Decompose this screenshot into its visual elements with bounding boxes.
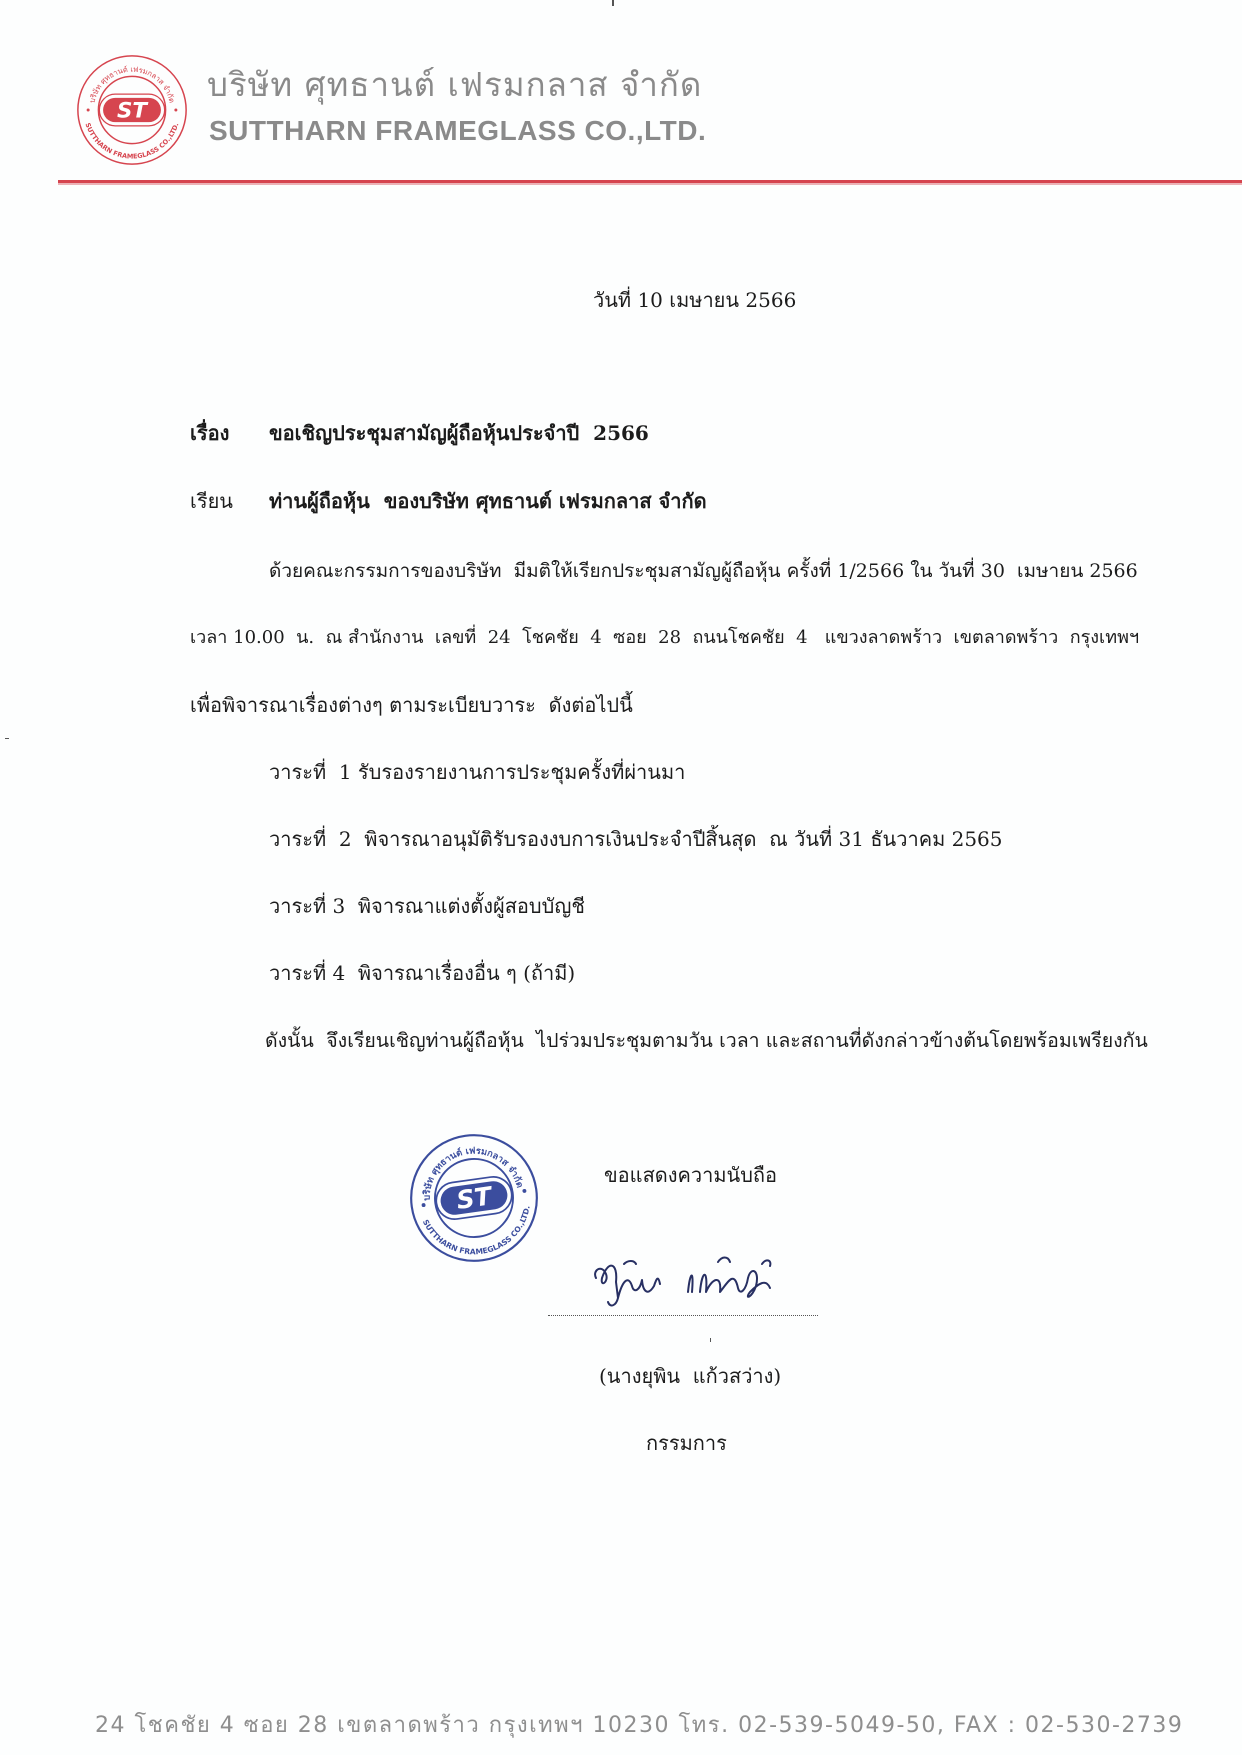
- signature-stroke: [595, 1266, 660, 1306]
- signatory-name: (นางยุพิน แก้วสว่าง): [599, 1364, 782, 1388]
- signatory-title: กรรมการ: [646, 1431, 727, 1455]
- agenda-item: วาระที่ 4 พิจารณาเรื่องอื่น ๆ (ถ้ามี): [269, 961, 576, 985]
- agenda-item: วาระที่ 3 พิจารณาแต่งตั้งผู้สอบบัญชี: [269, 894, 585, 918]
- logo-dot: [87, 109, 90, 112]
- body-line: เวลา 10.00 น. ณ สำนักงาน เลขที่ 24 โชคชัย 4 ซอย 28 ถนนโชคชัย 4 แขวงลาดพร้าว เขตลาดพร้าว กรุงเทพฯ: [190, 627, 1140, 648]
- recipient-text: ท่านผู้ถือหุ้น ของบริษัท ศุทธานต์ เฟรมกลาส จำกัด: [269, 489, 707, 513]
- scan-mark: [612, 0, 614, 6]
- company-name-english: SUTTHARN FRAMEGLASS CO.,LTD.: [209, 115, 707, 146]
- logo-ring-bottom-text: SUTTHARN FRAMEGLASS CO.,LTD.: [83, 121, 181, 161]
- subject-label: เรื่อง: [190, 421, 230, 445]
- signature-stroke: [624, 1261, 636, 1264]
- agenda-item: วาระที่ 2 พิจารณาอนุมัติรับรองงบการเงินประจำปีสิ้นสุด ณ วันที่ 31 ธันวาคม 2565: [269, 827, 1003, 851]
- logo-dot: [174, 109, 177, 112]
- company-stamp: [401, 1125, 548, 1272]
- signature-line: [548, 1315, 818, 1316]
- company-logo: [76, 54, 188, 166]
- footer-address: 24 โชคชัย 4 ซอย 28 เขตลาดพร้าว กรุงเทพฯ 10230 โทร. 02-539-5049-50, FAX : 02-530-2739: [95, 1713, 1184, 1738]
- recipient-label: เรียน: [190, 489, 233, 513]
- body-line: ด้วยคณะกรรมการของบริษัท มีมติให้เรียกประชุมสามัญผู้ถือหุ้น ครั้งที่ 1/2566 ใน วันที่ 30 เมษายน 2566: [269, 560, 1138, 582]
- body-line: เพื่อพิจารณาเรื่องต่างๆ ตามระเบียบวาระ ดังต่อไปนี้: [190, 693, 633, 717]
- agenda-item: วาระที่ 1 รับรองรายงานการประชุมครั้งที่ผ่านมา: [269, 760, 686, 784]
- stamp-ring-bottom-text: SUTTHARN FRAMEGLASS CO.,LTD.: [420, 1204, 532, 1257]
- closing-text: ดังนั้น จึงเรียนเชิญท่านผู้ถือหุ้น ไปร่วมประชุมตามวัน เวลา และสถานที่ดังกล่าวข้างต้นโดยพร้อมเพรียงกัน: [265, 1029, 1148, 1052]
- stamp-initials: ST: [454, 1181, 494, 1215]
- signature-stroke: [718, 1258, 770, 1267]
- signature: [588, 1248, 788, 1320]
- scan-mark: [5, 738, 9, 739]
- signature-stroke: [688, 1271, 770, 1297]
- logo-ring-top-text: บริษัท ศุทธานต์ เฟรมกลาส จำกัด: [87, 64, 177, 104]
- logo-initials: ST: [116, 98, 148, 124]
- regards-text: ขอแสดงความนับถือ: [604, 1163, 778, 1187]
- stamp-ring-top-text: บริษัท ศุทธานต์ เฟรมกลาส จำกัด: [421, 1145, 526, 1201]
- stamp-dot: [522, 1189, 526, 1193]
- company-name-thai: บริษัท ศุทธานต์ เฟรมกลาส จำกัด: [207, 65, 703, 104]
- stamp-dot: [421, 1203, 425, 1207]
- letter-date: วันที่ 10 เมษายน 2566: [593, 288, 797, 312]
- scan-mark: [710, 1338, 711, 1342]
- letterhead-divider: [58, 180, 1242, 183]
- subject-text: ขอเชิญประชุมสามัญผู้ถือหุ้นประจำปี 2566: [269, 421, 649, 445]
